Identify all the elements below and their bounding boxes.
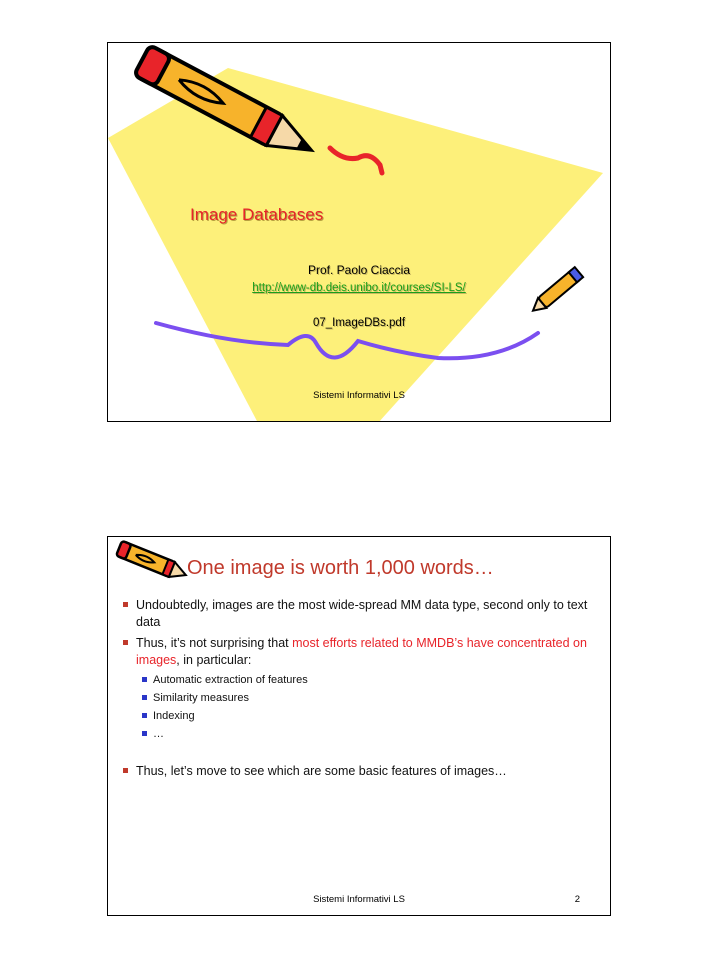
sub-bullet-item: Automatic extraction of features (120, 673, 590, 688)
author-name: Prof. Paolo Ciaccia (307, 263, 411, 277)
yellow-background-shape (108, 68, 603, 422)
sub-bullet-item: Similarity measures (120, 691, 590, 706)
bullet-item: Thus, it’s not surprising that most efforts related to MMDB’s have concentrated on images, in particular: (120, 635, 590, 669)
slide-decoration (108, 43, 611, 422)
course-link[interactable]: http://www-db.deis.unibo.it/courses/SI-LS/ (252, 282, 466, 294)
highlighted-text: most efforts related to MMDB’s have concentrated on images (136, 636, 587, 667)
sub-bullet-item: Indexing (120, 709, 590, 724)
bullet-item: Thus, let’s move to see which are some basic features of images… (120, 763, 590, 780)
content-slide (107, 536, 611, 916)
slide-footer: Sistemi Informativi LS (313, 894, 405, 905)
file-name: 07_ImageDBs.pdf (312, 317, 406, 329)
page-number: 2 (574, 894, 580, 905)
title-slide (107, 42, 611, 422)
bullet-item: Undoubtedly, images are the most wide-spread MM data type, second only to text data (120, 597, 590, 631)
slide-title: Image Databases (190, 205, 324, 224)
slide-title: One image is worth 1,000 words… (187, 557, 494, 579)
sub-bullet-item: … (120, 727, 590, 742)
bullet-list (120, 597, 590, 784)
slide-footer: Sistemi Informativi LS (313, 390, 405, 401)
pencil-icon (108, 537, 198, 587)
